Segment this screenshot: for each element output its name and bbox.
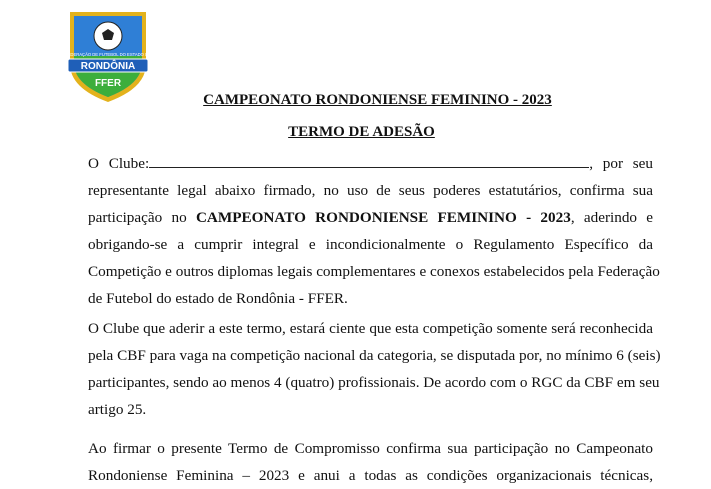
club-name-field[interactable] — [149, 154, 589, 168]
paragraph-line: participantes, sendo ao menos 4 (quatro) profissionais. De acordo com o RGC da CBF em seu — [88, 374, 660, 391]
ffer-logo — [60, 6, 156, 106]
paragraph-line: Rondoniense Feminina – 2023 e anui a todas as condições organizacionais técnicas, — [88, 467, 653, 484]
paragraph-recognition — [88, 315, 661, 423]
paragraph-line: artigo 25. — [88, 401, 147, 418]
paragraph-line: Ao firmar o presente Termo de Compromisso confirma sua participação no Campeonato — [88, 440, 653, 457]
paragraph-line: Competição e outros diplomas legais complementares e conexos estabelecidos pela Federação — [88, 263, 660, 280]
svg-text:FEDERAÇÃO DE FUTEBOL DO ESTADO: FEDERAÇÃO DE FUTEBOL DO ESTADO DE — [65, 52, 151, 57]
paragraph-line: representante legal abaixo firmado, no uso de seus poderes estatutários, confirma sua — [88, 182, 653, 199]
svg-text:FFER: FFER — [94, 78, 122, 89]
document-title: CAMPEONATO RONDONIENSE FEMININO - 2023 — [203, 92, 552, 108]
paragraph-adhesion — [88, 150, 660, 312]
paragraph-commitment — [88, 435, 653, 489]
document-subtitle: TERMO DE ADESÃO — [288, 124, 435, 140]
paragraph-line: O Clube: , por seu — [88, 155, 653, 172]
paragraph-line: obrigando-se a cumprir integral e incondicionalmente o Regulamento Específico da — [88, 236, 653, 253]
paragraph-line: O Clube que aderir a este termo, estará ciente que esta competição somente será reconhecida — [88, 320, 653, 337]
paragraph-line: participação no CAMPEONATO RONDONIENSE FEMININO - 2023, aderindo e — [88, 209, 654, 226]
paragraph-line: de Futebol do estado de Rondônia - FFER. — [88, 290, 348, 307]
svg-text:RONDÔNIA: RONDÔNIA — [80, 61, 136, 72]
paragraph-line: pela CBF para vaga na competição nacional da categoria, se disputada por, no mínimo 6 (seis) — [88, 347, 661, 364]
